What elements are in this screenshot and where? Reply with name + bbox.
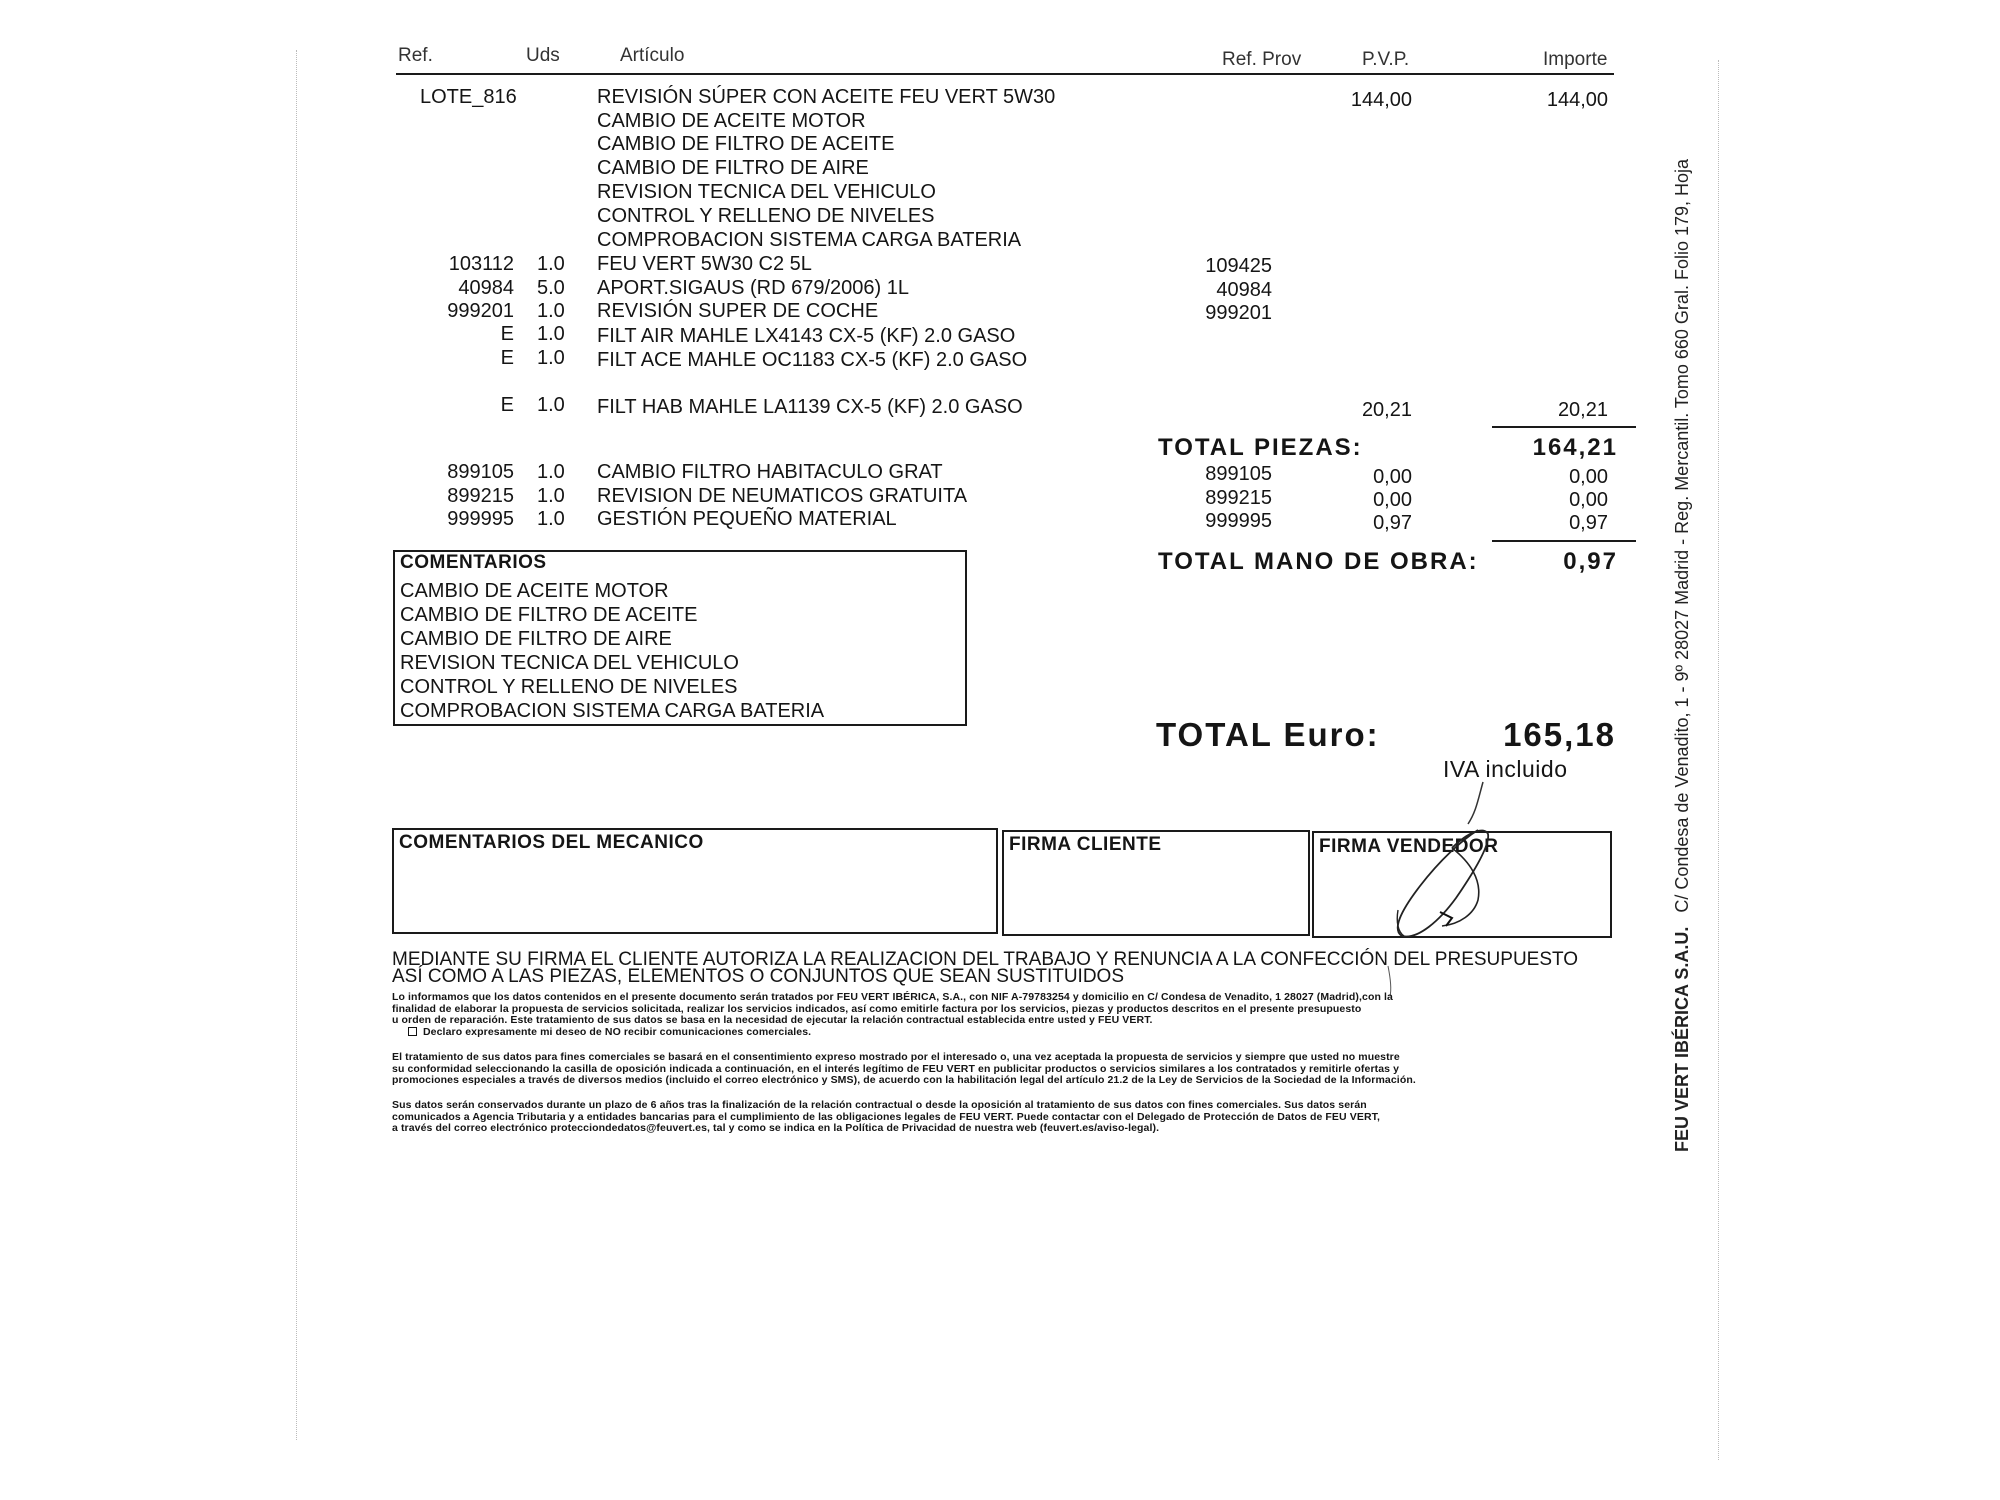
item-uds: 1.0: [537, 347, 565, 369]
labor-importe: 0,00: [1569, 466, 1608, 488]
total-piezas-value: 164,21: [1532, 434, 1618, 461]
item-ref: E: [500, 347, 514, 369]
lote-subline: REVISION TECNICA DEL VEHICULO: [597, 181, 936, 203]
header-uds: Uds: [526, 45, 560, 66]
header-pvp: P.V.P.: [1362, 49, 1410, 70]
comentario-line: CAMBIO DE ACEITE MOTOR: [400, 580, 669, 602]
legal-line: promociones especiales a través de diversos medios (incluido el correo electrónico y SMS), de acuerdo con la habilitación legal del artículo 21.2 de la Ley de Servicios de la Sociedad de la Información.: [392, 1074, 1416, 1086]
item-ref: 999201: [447, 300, 514, 322]
lote-subline: CAMBIO DE FILTRO DE AIRE: [597, 157, 869, 179]
legal-line: u orden de reparación. Este tratamiento de sus datos se basa en la necesidad de ejecutar la relación contractual establecida entre usted y FEU VERT.: [392, 1014, 1153, 1026]
item-ref: E: [500, 394, 514, 416]
opt-out-checkbox[interactable]: [408, 1027, 417, 1036]
total-euro-value: 165,18: [1503, 716, 1616, 753]
legal-line: su conformidad seleccionando la casilla de oposición indicada a continuación, en el interés legítimo de FEU VERT en publicitar productos o servicios similares a los contratados y remitirle ofertas y: [392, 1062, 1400, 1075]
labor-pvp: 0,97: [1373, 512, 1412, 534]
item-refprov: 999201: [1205, 302, 1272, 324]
item-desc: REVISIÓN SUPER DE COCHE: [597, 300, 879, 322]
item-desc: FILT AIR MAHLE LX4143 CX-5 (KF) 2.0 GASO: [597, 325, 1016, 347]
labor-desc: GESTIÓN PEQUEÑO MATERIAL: [597, 508, 897, 530]
item-uds: 1.0: [537, 394, 565, 416]
item-uds: 1.0: [537, 300, 565, 322]
total-piezas-label: TOTAL PIEZAS:: [1158, 434, 1363, 461]
firma-vendedor-box: [1312, 831, 1612, 938]
item-desc: FILT ACE MAHLE OC1183 CX-5 (KF) 2.0 GASO: [597, 349, 1028, 371]
opt-out-label: Declaro expresamente mi deseo de NO recibir comunicaciones comerciales.: [423, 1025, 812, 1038]
comentarios-lines: [400, 579, 824, 723]
iva-incluido: IVA incluido: [1443, 756, 1568, 782]
lote-subline: CAMBIO DE ACEITE MOTOR: [597, 110, 866, 132]
firma-vendedor-title: FIRMA VENDEDOR: [1319, 836, 1499, 857]
piezas-rule: [1492, 426, 1636, 428]
mano-obra-rule: [1492, 540, 1636, 542]
header-articulo: Artículo: [620, 45, 685, 66]
total-mano-obra-label: TOTAL MANO DE OBRA:: [1158, 548, 1479, 575]
comentarios-title: COMENTARIOS: [400, 552, 547, 573]
authorization-line: ASÍ COMO A LAS PIEZAS, ELEMENTOS O CONJUNTOS QUE SEAN SUSTITUIDOS: [392, 966, 1125, 987]
labor-ref: 899215: [447, 485, 514, 507]
item-desc: FILT HAB MAHLE LA1139 CX-5 (KF) 2.0 GASO: [597, 396, 1023, 418]
item-desc: APORT.SIGAUS (RD 679/2006) 1L: [597, 277, 909, 299]
header-importe: Importe: [1543, 49, 1608, 70]
lote-title: REVISIÓN SÚPER CON ACEITE FEU VERT 5W30: [597, 86, 1056, 108]
comentario-line: CAMBIO DE FILTRO DE AIRE: [400, 628, 672, 650]
legal-line: a través del correo electrónico protecciondedatos@feuvert.es, tal y como se indica en la Política de Privacidad de nuestra web (feuvert.es/aviso-legal).: [392, 1122, 1160, 1134]
labor-uds: 1.0: [537, 485, 565, 507]
item-ref: 40984: [458, 277, 514, 299]
lote-subline: CONTROL Y RELLENO DE NIVELES: [597, 205, 935, 227]
legal-paragraph-2: [392, 1052, 1416, 1087]
comentarios-mecanico-title: COMENTARIOS DEL MECANICO: [399, 832, 704, 853]
item-uds: 5.0: [537, 277, 565, 299]
labor-pvp: 0,00: [1373, 489, 1412, 511]
item-importe: 20,21: [1557, 399, 1608, 421]
item-refprov: 109425: [1205, 255, 1272, 277]
side-company-info: [1672, 159, 1693, 1152]
labor-ref: 999995: [447, 508, 514, 530]
legal-paragraph-1: [392, 992, 1393, 1038]
comentario-line: CONTROL Y RELLENO DE NIVELES: [400, 676, 738, 698]
header-ref-prov: Ref. Prov: [1222, 49, 1302, 70]
item-ref: E: [500, 323, 514, 345]
comentario-line: CAMBIO DE FILTRO DE ACEITE: [400, 604, 698, 626]
header-rule: [396, 73, 1614, 75]
legal-paragraph-3: [392, 1100, 1380, 1135]
item-uds: 1.0: [537, 253, 565, 275]
legal-checkbox-row: [392, 1027, 1393, 1039]
firma-cliente-title: FIRMA CLIENTE: [1009, 834, 1162, 855]
item-refprov: 40984: [1216, 279, 1272, 301]
side-company-name: FEU VERT IBÉRICA S.A.U.: [1672, 926, 1692, 1152]
comentarios-mecanico-box: [392, 828, 998, 934]
firma-cliente-box: [1002, 830, 1310, 936]
side-address: C/ Condesa de Venadito, 1 - 9º 28027 Madrid - Reg. Mercantil. Tomo 660 Gral. Folio 179, Hoja: [1672, 158, 1692, 913]
item-desc: FEU VERT 5W30 C2 5L: [597, 253, 812, 275]
authorization-line: MEDIANTE SU FIRMA EL CLIENTE AUTORIZA LA REALIZACION DEL TRABAJO Y RENUNCIA A LA CONFECCIÓN DEL PRESUPUESTO: [392, 949, 1579, 970]
legal-line: Sus datos serán conservados durante un plazo de 6 años tras la finalización de la relación contractual o desde la oposición al tratamiento de sus datos con fines comerciales. Sus datos serán: [392, 1099, 1367, 1111]
header-ref: Ref.: [398, 45, 433, 66]
lote-subline: COMPROBACION SISTEMA CARGA BATERIA: [597, 229, 1022, 251]
scan-margin-left: [296, 50, 297, 1440]
total-mano-obra-value: 0,97: [1563, 548, 1618, 575]
lote-subline: CAMBIO DE FILTRO DE ACEITE: [597, 133, 895, 155]
labor-uds: 1.0: [537, 508, 565, 530]
legal-line: comunicados a Agencia Tributaria y a entidades bancarias para el cumplimiento de las obligaciones legales de FEU VERT. Puede contactar con el Delegado de Protección de Datos de FEU VERT,: [392, 1110, 1380, 1123]
labor-desc: CAMBIO FILTRO HABITACULO GRAT: [597, 461, 943, 483]
lote-code: LOTE_816: [420, 86, 517, 108]
labor-importe: 0,97: [1569, 512, 1608, 534]
item-uds: 1.0: [537, 323, 565, 345]
item-pvp: 20,21: [1361, 399, 1412, 421]
labor-pvp: 0,00: [1373, 466, 1412, 488]
scan-margin-right: [1718, 60, 1719, 1460]
labor-desc: REVISION DE NEUMATICOS GRATUITA: [597, 485, 968, 507]
labor-importe: 0,00: [1569, 489, 1608, 511]
lote-pvp: 144,00: [1350, 89, 1412, 111]
legal-line: Lo informamos que los datos contenidos en el presente documento serán tratados por FEU VERT IBÉRICA, S.A., con NIF A-79783254 y domicilio en C/ Condesa de Venadito, 1 28027 (Madrid),con la: [392, 991, 1393, 1003]
comentario-line: REVISION TECNICA DEL VEHICULO: [400, 652, 739, 674]
comentario-line: COMPROBACION SISTEMA CARGA BATERIA: [400, 700, 825, 722]
labor-refprov: 999995: [1205, 510, 1272, 532]
labor-refprov: 899105: [1205, 463, 1272, 485]
total-euro-label: TOTAL Euro:: [1156, 716, 1380, 753]
legal-line: finalidad de elaborar la propuesta de servicios solicitada, realizar los servicios indicados, así como emitirle factura por los servicios, piezas y productos descritos en el presente presupuesto: [392, 1002, 1362, 1015]
labor-ref: 899105: [447, 461, 514, 483]
labor-refprov: 899215: [1205, 487, 1272, 509]
item-ref: 103112: [448, 253, 514, 275]
labor-uds: 1.0: [537, 461, 565, 483]
lote-importe: 144,00: [1546, 89, 1608, 111]
legal-line: El tratamiento de sus datos para fines comerciales se basará en el consentimiento expreso mostrado por el interesado o, una vez aceptada la propuesta de servicios y siempre que usted no muestre: [392, 1051, 1400, 1063]
comentarios-box: [393, 550, 967, 726]
